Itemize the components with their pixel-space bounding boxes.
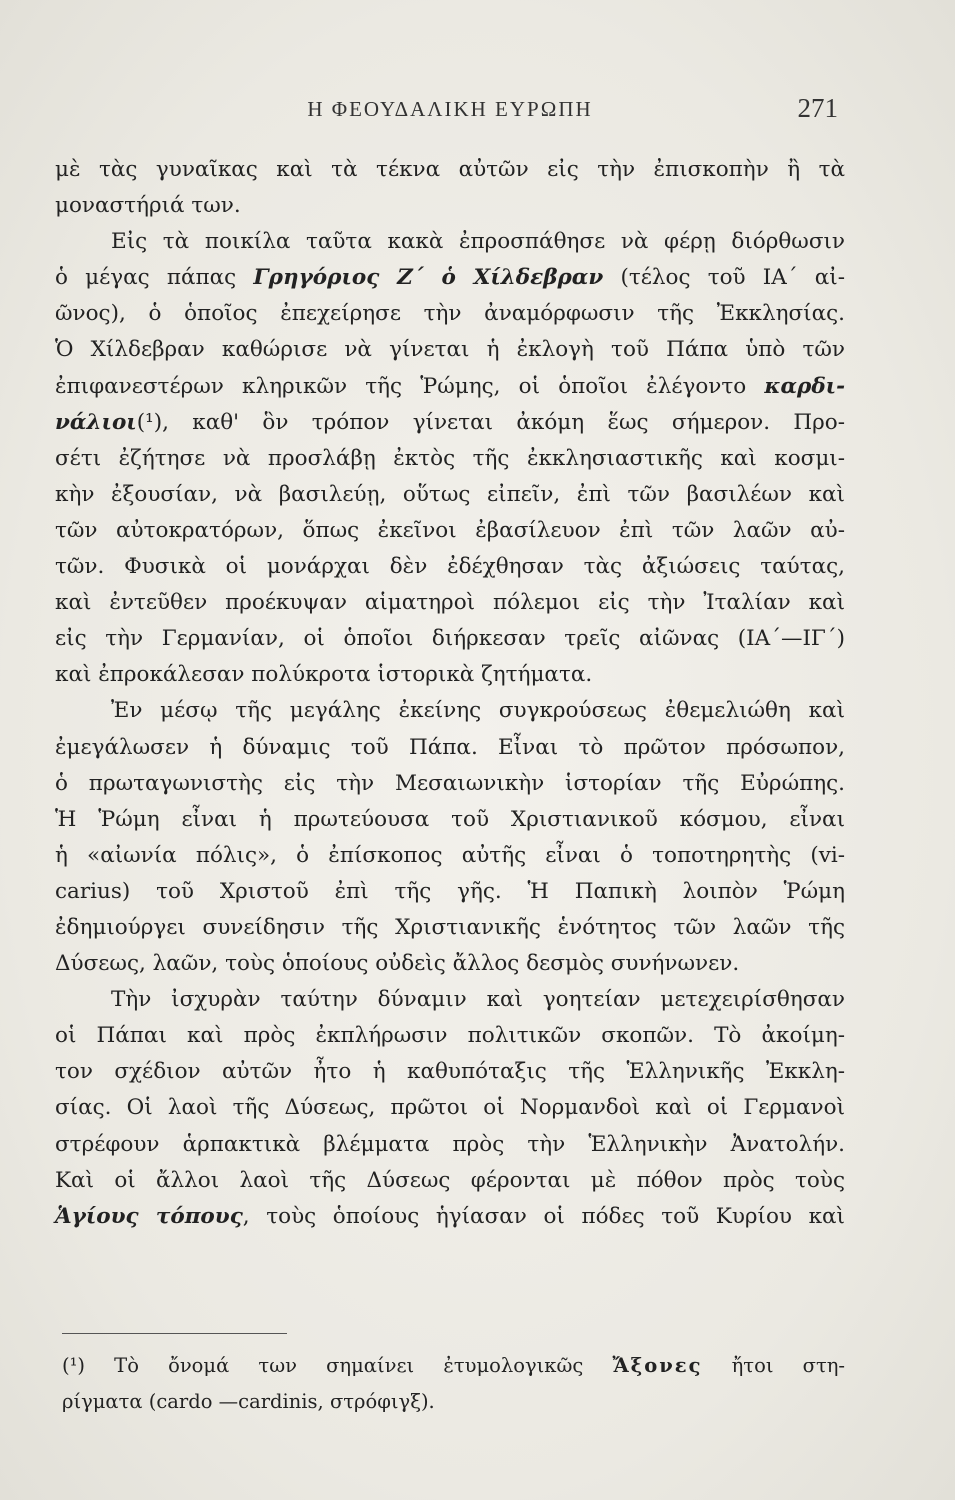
footnote (62, 1348, 845, 1420)
text-span: ὁ μέγας πάπας (55, 265, 254, 291)
text-line: ῶνος), ὁ ὁποῖος ἐπεχείρησε τὴν ἀναμόρφωσιν τῆς Ἐκκλησίας. (55, 301, 845, 327)
text-span: , καθ' ὃν τρόπον γίνεται ἀκόμη ἕως σήμερον. Προ- (162, 409, 845, 435)
text-span: ἤτοι στη- (702, 1354, 846, 1377)
text-line: Δύσεως, λαῶν, τοὺς ὁποίους οὐδεὶς ἄλλος δεσμὸς συνήνωνεν. (55, 951, 740, 977)
text-line: εἰς τὴν Γερμανίαν, οἱ ὁποῖοι διήρκεσαν τρεῖς αἰῶνας (ΙΑ΄—ΙΓ΄) (55, 626, 845, 652)
italic-name: Γρηγόριος Ζ΄ ὁ Χίλδεβραν (253, 265, 604, 291)
text-line: Καὶ οἱ ἄλλοι λαοὶ τῆς Δύσεως φέρονται μὲ πόθον πρὸς τοὺς (55, 1167, 845, 1193)
text-line: καὶ ἐπροκάλεσαν πολύκροτα ἱστορικὰ ζητήματα. (55, 662, 593, 688)
running-title: Η ΦΕΟΥΔΑΛΙΚΗ ΕΥΡΩΠΗ (307, 97, 593, 121)
text-line: ὁ πρωταγωνιστὴς εἰς τὴν Μεσαιωνικὴν ἱστορίαν τῆς Εὐρώπης. (55, 770, 845, 796)
text-line: σέτι ἐζήτησε νὰ προσλάβῃ ἐκτὸς τῆς ἐκκλησιαστικῆς καὶ κοσμι- (55, 445, 845, 471)
body-text (55, 152, 845, 1235)
footnote-ref: (¹) (136, 409, 163, 435)
text-line: κὴν ἐξουσίαν, νὰ βασιλεύῃ, οὕτως εἰπεῖν, ἐπὶ τῶν βασιλέων καὶ (55, 481, 845, 507)
italic-term: Ἁγίους τόπους (55, 1203, 243, 1229)
text-span: ἐπιφανεστέρων κληρικῶν τῆς Ῥώμης, οἱ ὁποῖοι ἐλέγοντο (55, 373, 765, 399)
text-span: (τέλος τοῦ ΙΑ΄ αἰ- (603, 265, 845, 291)
spaced-term: Ἄξονες (612, 1354, 703, 1377)
text-line: καὶ ἐντεῦθεν προέκυψαν αἱματηροὶ πόλεμοι εἰς τὴν Ἰταλίαν καὶ (55, 590, 845, 616)
text-line: τον σχέδιον αὐτῶν ἦτο ἡ καθυπόταξις τῆς Ἑλληνικῆς Ἐκκλη- (55, 1059, 845, 1085)
text-line: μὲ τὰς γυναῖκας καὶ τὰ τέκνα αὐτῶν εἰς τὴν ἐπισκοπὴν ἢ τὰ (55, 157, 845, 182)
text-line (55, 1199, 845, 1235)
text-line: Ἡ Ῥώμη εἶναι ἡ πρωτεύουσα τοῦ Χριστιανικοῦ κόσμου, εἶναι (55, 806, 845, 832)
text-span: (¹) Τὸ ὄνομά των σημαίνει ἐτυμολογικῶς (62, 1354, 613, 1377)
footnote-divider (62, 1333, 287, 1334)
text-line: ἐδημιούργει συνείδησιν τῆς Χριστιανικῆς ἑνότητος τῶν λαῶν τῆς (55, 914, 845, 940)
text-line: ἡ «αἰωνία πόλις», ὁ ἐπίσκοπος αὐτῆς εἶναι ὁ τοποτηρητὴς (vi- (55, 842, 845, 868)
text-line (55, 260, 845, 296)
page-header (62, 93, 838, 129)
page-number: 271 (797, 93, 838, 123)
italic-term: νάλιοι (55, 409, 137, 435)
text-line: Τὴν ἰσχυρὰν ταύτην δύναμιν καὶ γοητείαν μετεχειρίσθησαν (111, 987, 845, 1013)
text-line: τῶν αὐτοκρατόρων, ὅπως ἐκεῖνοι ἐβασίλευον ἐπὶ τῶν λαῶν αὐ- (55, 517, 845, 543)
footnote-line (62, 1348, 845, 1384)
text-line: Εἰς τὰ ποικίλα ταῦτα κακὰ ἐπροσπάθησε νὰ φέρῃ διόρθωσιν (111, 229, 845, 255)
text-line: στρέφουν ἁρπακτικὰ βλέμματα πρὸς τὴν Ἑλληνικὴν Ἀνατολήν. (55, 1131, 845, 1157)
footnote-line: ρίγματα (cardo —cardinis, στρόφιγξ). (62, 1390, 435, 1413)
text-line: σίας. Οἱ λαοὶ τῆς Δύσεως, πρῶτοι οἱ Νορμανδοὶ καὶ οἱ Γερμανοὶ (55, 1095, 845, 1121)
text-line: ἐμεγάλωσεν ἡ δύναμις τοῦ Πάπα. Εἶναι τὸ πρῶτον πρόσωπον, (55, 734, 845, 760)
text-line: μοναστήριά των. (55, 193, 241, 219)
text-span: , τοὺς ὁποίους ἡγίασαν οἱ πόδες τοῦ Κυρίου καὶ (242, 1203, 845, 1229)
text-line: Ἐν μέσῳ τῆς μεγάλης ἐκείνης συγκρούσεως ἐθεμελιώθη καὶ (111, 698, 845, 724)
text-line: Ὁ Χίλδεβραν καθώρισε νὰ γίνεται ἡ ἐκλογὴ τοῦ Πάπα ὑπὸ τῶν (55, 337, 845, 363)
italic-term: καρδι- (764, 373, 845, 399)
text-line: τῶν. Φυσικὰ οἱ μονάρχαι δὲν ἐδέχθησαν τὰς ἀξιώσεις ταύτας, (55, 554, 845, 580)
text-line (55, 369, 845, 405)
text-line (55, 405, 845, 441)
text-line: carius) τοῦ Χριστοῦ ἐπὶ τῆς γῆς. Ἡ Παπικὴ λοιπὸν Ῥώμη (55, 878, 845, 904)
text-line: οἱ Πάπαι καὶ πρὸς ἐκπλήρωσιν πολιτικῶν σκοπῶν. Τὸ ἀκοίμη- (55, 1023, 845, 1049)
